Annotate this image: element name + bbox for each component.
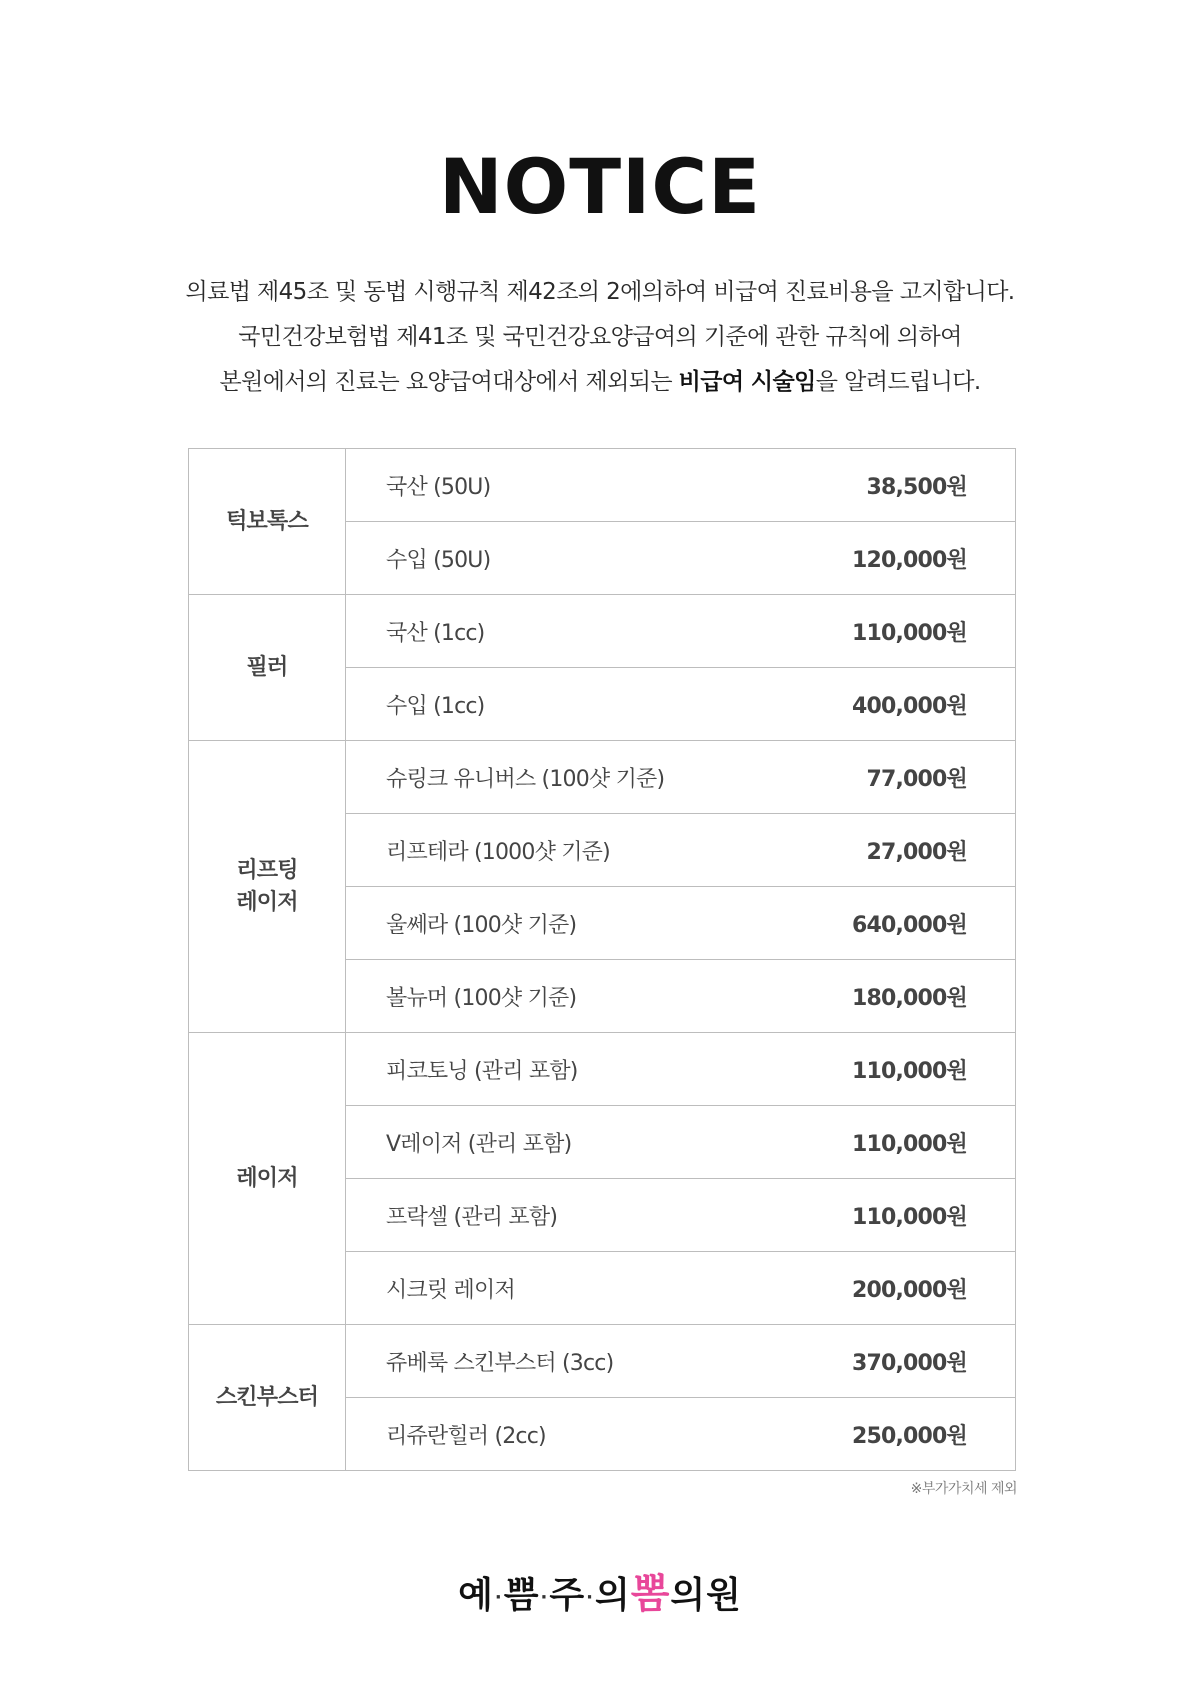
category-cell xyxy=(189,741,346,1033)
treatment-name: 프락셀 (관리 포함) xyxy=(346,1179,768,1252)
intro-text xyxy=(0,270,1200,405)
treatment-price: 200,000원 xyxy=(767,1252,1016,1325)
intro-line-3 xyxy=(0,360,1200,405)
treatment-price: 370,000원 xyxy=(767,1325,1016,1398)
treatment-name: 울쎄라 (100샷 기준) xyxy=(346,887,768,960)
category-cell xyxy=(189,1325,346,1471)
treatment-name: 수입 (1cc) xyxy=(346,668,768,741)
treatment-price: 77,000원 xyxy=(767,741,1016,814)
treatment-price: 27,000원 xyxy=(767,814,1016,887)
treatment-name: 수입 (50U) xyxy=(346,522,768,595)
category-label: 필러 xyxy=(246,654,288,680)
treatment-price: 38,500원 xyxy=(767,449,1016,522)
logo-dot: · xyxy=(586,1586,594,1608)
clinic-logo xyxy=(0,1562,1200,1619)
treatment-name: V레이저 (관리 포함) xyxy=(346,1106,768,1179)
price-row xyxy=(189,741,1016,814)
category-label: 리프팅 xyxy=(236,857,298,883)
category-cell xyxy=(189,449,346,595)
price-row xyxy=(189,595,1016,668)
price-table-body xyxy=(189,449,1016,1471)
treatment-name: 볼뉴머 (100샷 기준) xyxy=(346,960,768,1033)
intro-line-3-suffix: 을 알려드립니다. xyxy=(815,369,981,395)
treatment-price: 250,000원 xyxy=(767,1398,1016,1471)
category-label: 레이저 xyxy=(236,889,298,915)
category-cell xyxy=(189,595,346,741)
intro-line-2: 국민건강보험법 제41조 및 국민건강요양급여의 기준에 관한 규칙에 의하여 xyxy=(238,324,962,350)
logo-char: 예 xyxy=(458,1575,494,1616)
price-row xyxy=(189,1325,1016,1398)
category-label: 레이저 xyxy=(236,1165,298,1191)
treatment-price: 110,000원 xyxy=(767,1179,1016,1252)
page-title: NOTICE xyxy=(438,142,762,231)
logo-dot: · xyxy=(540,1586,549,1608)
treatment-name: 리쥬란힐러 (2cc) xyxy=(346,1398,768,1471)
intro-line-3-prefix: 본원에서의 진료는 요양급여대상에서 제외되는 xyxy=(219,369,679,395)
treatment-price: 120,000원 xyxy=(767,522,1016,595)
logo-accent-char: 뽐 xyxy=(630,1571,671,1617)
price-table xyxy=(188,448,1016,1471)
intro-emphasis: 비급여 시술임 xyxy=(678,369,816,395)
category-cell xyxy=(189,1033,346,1325)
price-row xyxy=(189,1033,1016,1106)
intro-line-1: 의료법 제45조 및 동법 시행규칙 제42조의 2에의하여 비급여 진료비용을 고지합니다. xyxy=(185,279,1015,305)
treatment-price: 180,000원 xyxy=(767,960,1016,1033)
treatment-name: 국산 (1cc) xyxy=(346,595,768,668)
treatment-name: 리프테라 (1000샷 기준) xyxy=(346,814,768,887)
treatment-name: 시크릿 레이저 xyxy=(346,1252,768,1325)
treatment-name: 쥬베룩 스킨부스터 (3cc) xyxy=(346,1325,768,1398)
logo-dot: · xyxy=(494,1586,503,1608)
treatment-name: 슈링크 유니버스 (100샷 기준) xyxy=(346,741,768,814)
treatment-name: 피코토닝 (관리 포함) xyxy=(346,1033,768,1106)
treatment-price: 110,000원 xyxy=(767,595,1016,668)
logo-char: 주 xyxy=(549,1575,586,1616)
logo-char: 쁨 xyxy=(503,1575,540,1616)
vat-note: ※부가가치세 제외 xyxy=(910,1481,1017,1497)
treatment-price: 640,000원 xyxy=(767,887,1016,960)
treatment-price: 110,000원 xyxy=(767,1033,1016,1106)
price-row xyxy=(189,449,1016,522)
treatment-price: 110,000원 xyxy=(767,1106,1016,1179)
category-label: 턱보톡스 xyxy=(226,508,308,534)
treatment-name: 국산 (50U) xyxy=(346,449,768,522)
logo-char: 의원 xyxy=(670,1575,742,1616)
category-label: 스킨부스터 xyxy=(215,1384,319,1410)
logo-char: 의 xyxy=(594,1575,631,1616)
treatment-price: 400,000원 xyxy=(767,668,1016,741)
